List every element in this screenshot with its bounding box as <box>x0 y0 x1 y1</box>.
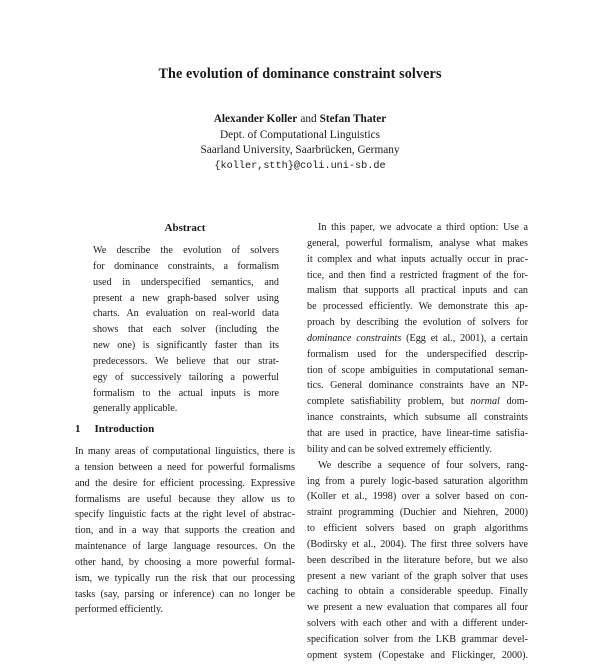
author-names <box>0 112 600 128</box>
text-line: to efficient solvers based on graph algorithms <box>307 523 528 535</box>
introduction-body <box>75 444 295 618</box>
text-line: specification solver from the LKB grammar devel- <box>307 633 528 645</box>
text-line: new one) is significantly faster than its <box>93 340 279 352</box>
text-line: for dominance constraints, a formalism <box>93 260 279 272</box>
italic-term: dominance constraints <box>307 332 402 344</box>
text-line: present a new variant of the graph solver that uses <box>307 570 528 582</box>
author-1: Alexander Koller <box>213 113 298 125</box>
text-line: tion of scope ambiguities in computational seman- <box>307 364 528 376</box>
text-line: and the desire for efficient processing. Expressive <box>75 477 295 489</box>
right-column <box>307 220 528 664</box>
author-block <box>0 112 600 174</box>
text-line: used in underspecified semantics, and <box>93 276 279 288</box>
text-line: it complex and what inputs actually occur in prac- <box>307 253 528 265</box>
text-line: malism that supports all practical inputs and can <box>307 285 528 297</box>
text-line: generally applicable. <box>93 403 178 415</box>
line-pre: complete satisfiability problem, but <box>307 396 471 408</box>
text-line: proach by describing the evolution of solvers for <box>307 317 528 329</box>
text-line: bility and can be solved extremely efficiently. <box>307 443 492 455</box>
text-line: tion, and in a way that supports the creation and <box>75 525 295 537</box>
text-line: performed efficiently. <box>75 604 163 616</box>
paper-title: The evolution of dominance constraint solvers <box>158 66 442 82</box>
text-line: egy of successively tailoring a powerful <box>93 371 279 383</box>
text-line <box>307 394 528 410</box>
text-line: formalism used for the underspecified descrip- <box>307 348 528 360</box>
text-line <box>307 331 528 347</box>
text-line: inance constraints, which subsume all constraints <box>307 412 528 424</box>
abstract-heading: Abstract <box>164 222 206 234</box>
text-line: We describe a sequence of four solvers, rang- <box>318 459 528 471</box>
text-line: straint programming (Duchier and Niehren, 2000) <box>307 507 528 519</box>
line-rest: (Egg et al., 2001), a certain <box>401 332 528 344</box>
text-line: maintenance of large language resources. On the <box>75 541 295 553</box>
line-post: dom- <box>499 396 528 408</box>
text-line: formalism to the actual inputs is more <box>93 387 279 399</box>
text-line: tasks (say, parsing or inference) can no longer be <box>75 588 295 600</box>
text-line: ism, we typically run the risk that our processing <box>75 572 295 584</box>
author-conjunction: and <box>300 113 317 125</box>
section-number: 1 <box>75 423 81 435</box>
text-line: solvers with each other and with a different under- <box>307 618 528 630</box>
text-line: we present a new evaluation that compares all four <box>307 602 528 614</box>
text-line: other hand, by choosing a more powerful formal- <box>75 556 295 568</box>
text-line: (Bodirsky et al., 2004). The first three solvers have <box>307 538 528 550</box>
text-line: charts. An evaluation on real-world data <box>93 308 279 320</box>
section-title: Introduction <box>94 423 155 435</box>
text-line: present a new graph-based solver using <box>93 292 279 304</box>
text-line: (Koller et al., 1998) over a solver based on con- <box>307 491 528 503</box>
text-line: a tension between a need for powerful formalisms <box>75 461 295 473</box>
text-line: ing from a purely logic-based saturation algorithm <box>307 475 528 487</box>
text-line: that are used in practice, have linear-time satisfia- <box>307 427 528 439</box>
text-line: shows that each solver (including the <box>93 324 279 336</box>
author-email: {koller,stth}@coli.uni-sb.de <box>214 160 386 172</box>
text-line: We describe the evolution of solvers <box>93 245 279 256</box>
text-line: be processed efficiently. We demonstrate this ap- <box>307 301 528 313</box>
text-line: caching to obtain a considerable speedup. Finally <box>307 586 528 598</box>
text-line: been described in the literature before, but we also <box>307 554 528 566</box>
text-line: opment system (Copestake and Flickinger, 2000). <box>307 649 528 661</box>
text-line: formalisms are useful because they allow us to <box>75 493 295 505</box>
italic-term: normal <box>470 396 500 408</box>
text-line: predecessors. We believe that our strat- <box>93 355 279 367</box>
text-line: general, powerful formalism, analyse what makes <box>307 237 528 249</box>
author-2: Stefan Thater <box>319 113 387 125</box>
text-line: specify linguistic facts at the right level of abstrac- <box>75 509 295 521</box>
abstract-body <box>93 243 279 417</box>
text-line: tics. General dominance constraints have an NP- <box>307 380 528 392</box>
left-column <box>75 220 295 417</box>
text-line: In this paper, we advocate a third option: Use a <box>318 222 528 233</box>
affiliation-dept: Dept. of Computational Linguistics <box>219 128 381 141</box>
section-heading-introduction <box>75 421 154 437</box>
affiliation-university: Saarland University, Saarbrücken, Germany <box>200 144 400 156</box>
text-line: In many areas of computational linguistics, there is <box>75 446 295 457</box>
text-line: tice, and then find a restricted fragment of the for- <box>307 269 528 281</box>
